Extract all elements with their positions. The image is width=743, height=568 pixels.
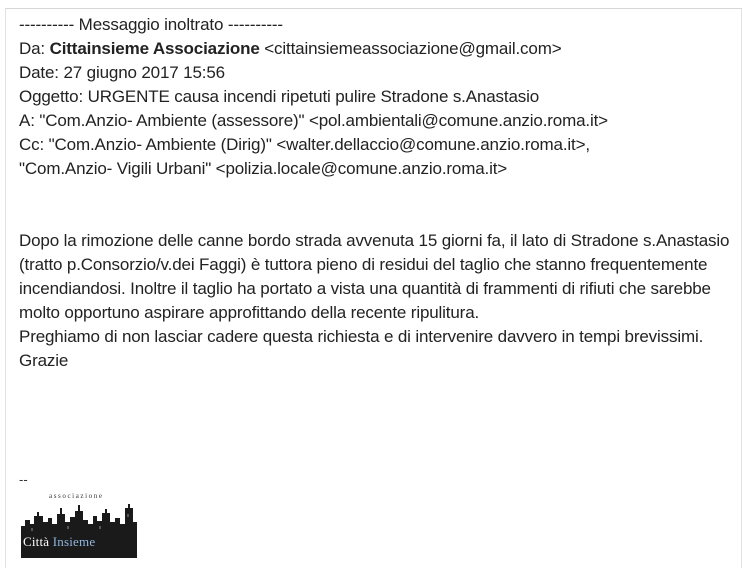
message-paragraph-2: Preghiamo di non lasciar cadere questa richiesta e di intervenire davvero in tempi brevissimi.	[19, 327, 704, 346]
forward-header: ---------- Messaggio inoltrato ----------	[19, 15, 283, 34]
cc-line-continued	[19, 157, 739, 181]
date-line	[19, 61, 739, 85]
message-paragraph-1: Dopo la rimozione delle canne bordo strada avvenuta 15 giorni fa, il lato di Stradone s.Anastasio (tratto p.Consorzio/v.dei Faggi) è tuttora pieno di residui del taglio che stanno frequentemente incendiandosi. Inoltre il taglio ha portato a vista una quantità di frammenti di rifiuti che sarebbe molto opportuno aspirare approfittando della recente ripulitura.	[19, 231, 730, 322]
to-recipient[interactable]: "Com.Anzio- Ambiente (assessore)" <pol.ambientali@comune.anzio.roma.it>	[39, 111, 608, 130]
subject-value: URGENTE causa incendi ripetuti pulire Stradone s.Anastasio	[87, 87, 540, 106]
subject-label: Oggetto:	[19, 87, 84, 106]
email-body	[19, 13, 739, 373]
logo-name	[23, 534, 135, 550]
sender-name: Cittainsieme Associazione	[49, 39, 260, 58]
logo-top-text: associazione	[49, 492, 104, 500]
cc-line	[19, 133, 739, 157]
date-label: Date:	[19, 63, 59, 82]
from-line	[19, 37, 739, 61]
from-label: Da:	[19, 39, 46, 58]
date-value: 27 giugno 2017 15:56	[63, 63, 225, 82]
logo-name-part2: Insieme	[52, 534, 96, 549]
subject-line	[19, 85, 739, 109]
to-label: A:	[19, 111, 35, 130]
signature-separator: --	[19, 472, 28, 487]
logo-name-part1: Città	[23, 534, 53, 549]
message-closing: Grazie	[19, 351, 69, 370]
cc-label: Cc:	[19, 135, 45, 154]
cc-recipient-2[interactable]: "Com.Anzio- Vigili Urbani" <polizia.locale@comune.anzio.roma.it>	[19, 159, 508, 178]
message-text	[19, 229, 731, 373]
spacer	[19, 181, 739, 229]
sender-email-link[interactable]: <cittainsiemeassociazione@gmail.com>	[264, 39, 562, 58]
cittainsieme-logo	[21, 492, 137, 558]
to-line	[19, 109, 739, 133]
cc-recipient-1[interactable]: "Com.Anzio- Ambiente (Dirig)" <walter.dellaccio@comune.anzio.roma.it>,	[48, 135, 590, 154]
